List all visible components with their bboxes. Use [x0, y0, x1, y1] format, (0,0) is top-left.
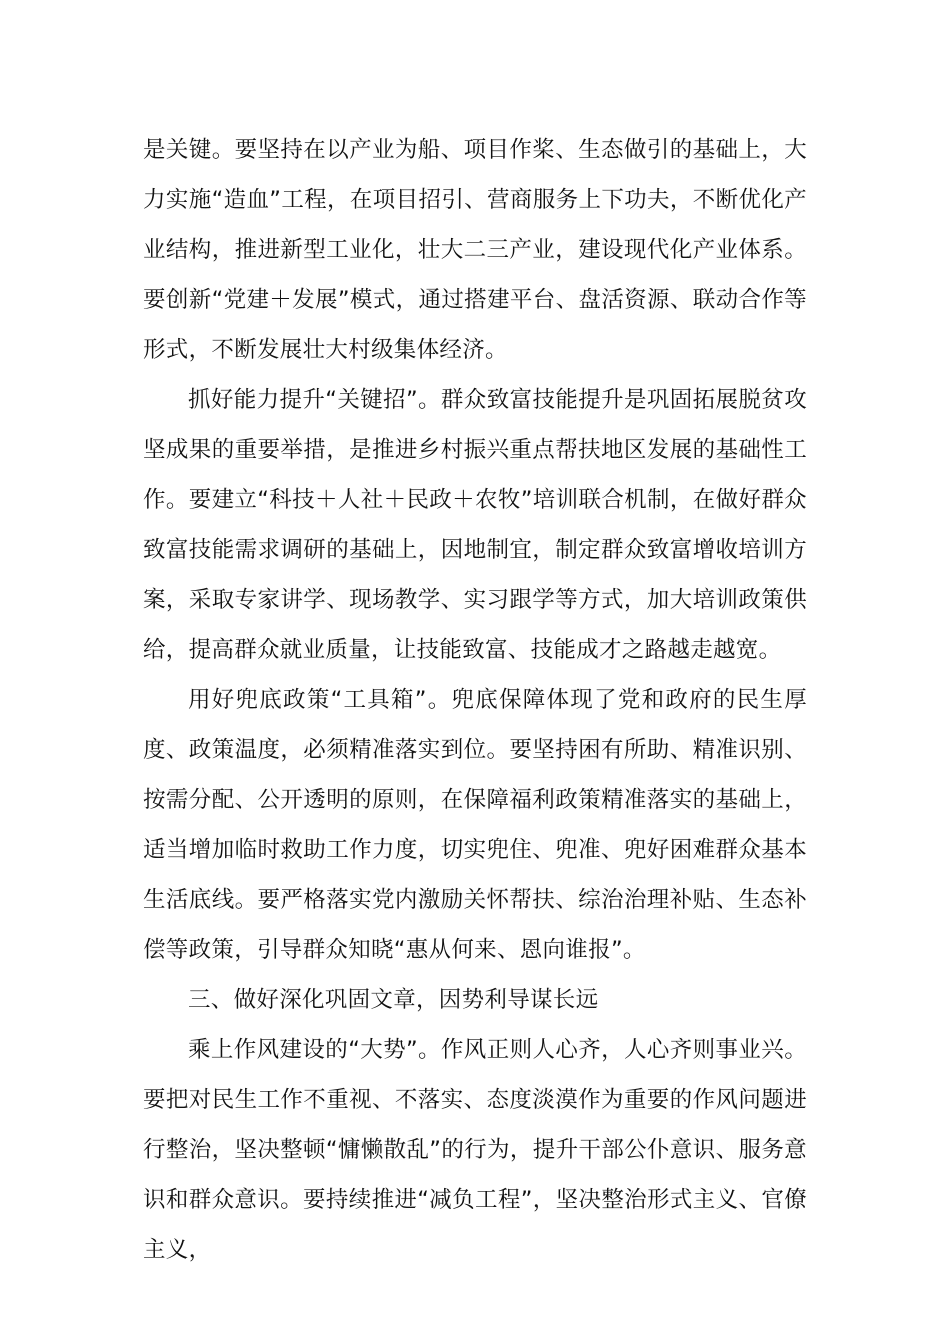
section-heading-3: 三、做好深化巩固文章，因势利导谋长远 — [188, 987, 599, 1013]
paragraph-work-style: 乘上作风建设的“大势”。作风正则人心齐，人心齐则事业兴。要把对民生工作不重视、不落实、态度淡漠作为重要的作风问题进行整治，坚决整顿“慵懒散乱”的行为，提升干部公仆意识、服务意识和群众意识。要持续推进“减负工程”，坚决整治形式主义、官僚主义， — [143, 1037, 807, 1263]
paragraph-safety-net-policy: 用好兜底政策“工具箱”。兜底保障体现了党和政府的民生厚度、政策温度，必须精准落实到位。要坚持困有所助、精准识别、按需分配、公开透明的原则，在保障福利政策精准落实的基础上，适当增加临时救助工作力度，切实兜住、兜准、兜好困难群众基本生活底线。要严格落实党内激励关怀帮扶、综治治理补贴、生态补偿等政策，引导群众知晓“惠从何来、恩向谁报”。 — [143, 687, 807, 963]
document-body — [143, 125, 807, 1275]
paragraph-continuation: 是关键。要坚持在以产业为船、项目作桨、生态做引的基础上，大力实施“造血”工程，在项目招引、营商服务上下功夫，不断优化产业结构，推进新型工业化，壮大二三产业，建设现代化产业体系。要创新“党建＋发展”模式，通过搭建平台、盘活资源、联动合作等形式，不断发展壮大村级集体经济。 — [143, 137, 807, 363]
paragraph-skills-upgrade: 抓好能力提升“关键招”。群众致富技能提升是巩固拓展脱贫攻坚成果的重要举措，是推进乡村振兴重点帮扶地区发展的基础性工作。要建立“科技＋人社＋民政＋农牧”培训联合机制，在做好群众致富技能需求调研的基础上，因地制宜，制定群众致富增收培训方案，采取专家讲学、现场教学、实习跟学等方式，加大培训政策供给，提高群众就业质量，让技能致富、技能成才之路越走越宽。 — [143, 387, 807, 663]
